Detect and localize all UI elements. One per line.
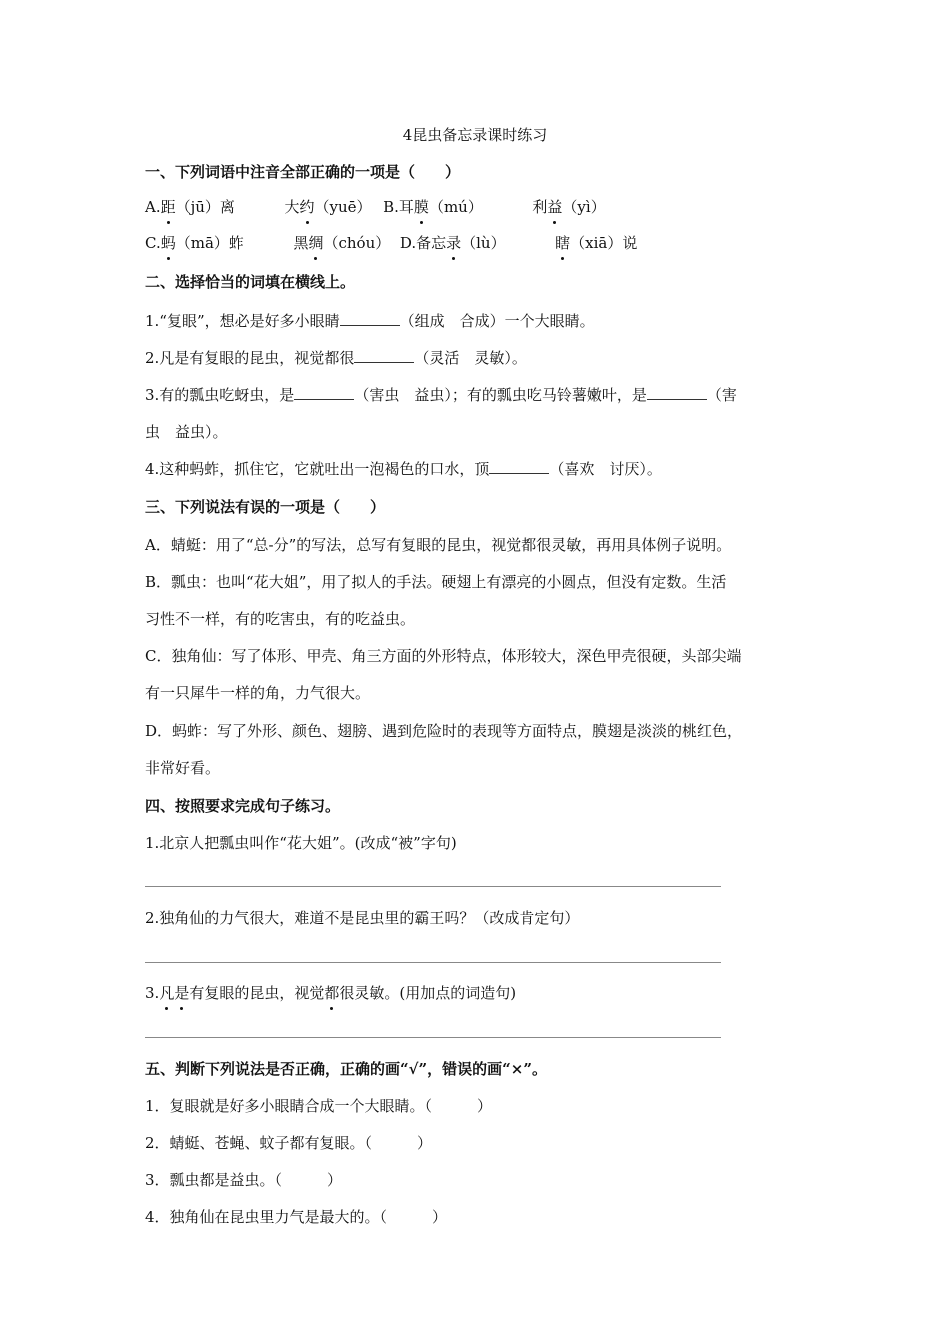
- pinyin-text: （jū）离: [175, 198, 235, 216]
- option-c-label: C.: [145, 234, 161, 252]
- dotted-char: 益: [547, 198, 563, 216]
- section-1-heading: 一、下列词语中注音全部正确的一项是（ ）: [145, 163, 461, 181]
- judge-question-3: 3．瓢虫都是益虫。（ ）: [145, 1171, 343, 1189]
- section-4-heading: 四、按照要求完成句子练习。: [145, 797, 341, 815]
- word-text: 耳: [398, 198, 414, 216]
- fill-blank[interactable]: [489, 459, 549, 474]
- fill-question-4: [145, 459, 662, 479]
- judge-question-2: 2．蜻蜓、苍蝇、蚊子都有复眼。（ ）: [145, 1134, 433, 1152]
- question-text: （灵活 灵敏）。: [414, 349, 527, 367]
- option-a-row: [145, 197, 606, 217]
- fill-blank[interactable]: [647, 385, 707, 400]
- judge-question-4: 4．独角仙在昆虫里力气是最大的。（ ）: [145, 1208, 448, 1226]
- pinyin-text: （lù）: [461, 234, 506, 252]
- choice-b-line1: B．瓢虫：也叫“花大姐”，用了拟人的手法。硬翅上有漂亮的小圆点，但没有定数。生活: [145, 573, 727, 591]
- dotted-char: 蚂: [160, 234, 176, 252]
- choice-a: A．蜻蜓：用了“总-分”的写法，总写有复眼的昆虫，视觉都很灵敏，再用具体例子说明。: [145, 536, 732, 554]
- option-b-label: B.: [383, 198, 399, 216]
- pinyin-text: （chóu）: [323, 234, 391, 252]
- answer-line[interactable]: [145, 962, 721, 963]
- fill-question-1: [145, 311, 595, 331]
- choice-b-line2: 习性不一样，有的吃害虫，有的吃益虫。: [145, 610, 416, 628]
- word-text: 大: [284, 198, 300, 216]
- page-title: 4昆虫备忘录课时练习: [402, 126, 548, 144]
- choice-c-line2: 有一只犀牛一样的角，力气很大。: [145, 684, 371, 702]
- choice-d-line2: 非常好看。: [145, 759, 221, 777]
- question-text: （害: [706, 386, 737, 404]
- fill-blank[interactable]: [354, 348, 414, 363]
- section-2-heading: 二、选择恰当的词填在横线上。: [145, 273, 356, 291]
- question-text: （喜欢 讨厌）。: [549, 460, 662, 478]
- question-text: （害虫 益虫）；有的瓢虫吃马铃薯嫩叶，是: [354, 386, 647, 404]
- dotted-char: 绸: [308, 234, 324, 252]
- dotted-char: 约: [299, 198, 315, 216]
- section-5-heading: 五、判断下列说法是否正确，正确的画“√”，错误的画“×”。: [145, 1060, 547, 1078]
- section-3-heading: 三、下列说法有误的一项是（ ）: [145, 498, 386, 516]
- pinyin-text: （yì）: [562, 198, 606, 216]
- choice-d-line1: D．蚂蚱：写了外形、颜色、翅膀、遇到危险时的表现等方面特点，膜翅是淡淡的桃红色，: [145, 722, 743, 740]
- question-text: 4.这种蚂蚱，抓住它，它就吐出一泡褐色的口水，顶: [145, 460, 490, 478]
- sentence-question-3: [145, 983, 516, 1003]
- sentence-question-1: 1.北京人把瓢虫叫作“花大姐”。(改成“被”字句): [145, 834, 457, 852]
- pinyin-text: （xiā）说: [570, 234, 638, 252]
- question-text: 3.有的瓢虫吃蚜虫，是: [145, 386, 295, 404]
- question-text: 2.凡是有复眼的昆虫，视觉都很: [145, 349, 355, 367]
- question-number: 3.: [145, 984, 160, 1002]
- dotted-char: 膜: [413, 198, 429, 216]
- answer-line[interactable]: [145, 1037, 721, 1038]
- answer-line[interactable]: [145, 886, 721, 887]
- option-a-label: A.: [145, 198, 161, 216]
- fill-question-3: [145, 385, 737, 405]
- pinyin-text: （yuē）: [314, 198, 372, 216]
- word-text: 利: [532, 198, 548, 216]
- pinyin-text: （mú）: [428, 198, 483, 216]
- pinyin-text: （mā）蚱: [175, 234, 244, 252]
- dotted-char: 凡: [159, 984, 175, 1002]
- dotted-char: 是: [174, 984, 190, 1002]
- fill-blank[interactable]: [340, 311, 400, 326]
- choice-c-line1: C．独角仙：写了体形、甲壳、角三方面的外形特点，体形较大，深色甲壳很硬，头部尖端: [145, 647, 742, 665]
- option-d-label: D.: [399, 234, 417, 252]
- question-text: 1.“复眼”，想必是好多小眼睛: [145, 312, 340, 330]
- dotted-char: 录: [446, 234, 462, 252]
- option-c-row: [145, 233, 637, 253]
- dotted-char: 瞎: [555, 234, 571, 252]
- question-text: （组成 合成）一个大眼睛。: [399, 312, 595, 330]
- question-text: 很灵敏。(用加点的词造句): [339, 984, 517, 1002]
- dotted-char: 都: [324, 984, 340, 1002]
- word-text: 备忘: [416, 234, 447, 252]
- sentence-question-2: 2.独角仙的力气很大，难道不是昆虫里的霸王吗？（改成肯定句）: [145, 909, 580, 927]
- word-text: 黑: [293, 234, 309, 252]
- fill-blank[interactable]: [294, 385, 354, 400]
- fill-question-3-cont: 虫 益虫）。: [145, 423, 228, 441]
- fill-question-2: [145, 348, 527, 368]
- judge-question-1: 1．复眼就是好多小眼睛合成一个大眼睛。（ ）: [145, 1097, 493, 1115]
- question-text: 有复眼的昆虫，视觉: [189, 984, 325, 1002]
- dotted-char: 距: [160, 198, 176, 216]
